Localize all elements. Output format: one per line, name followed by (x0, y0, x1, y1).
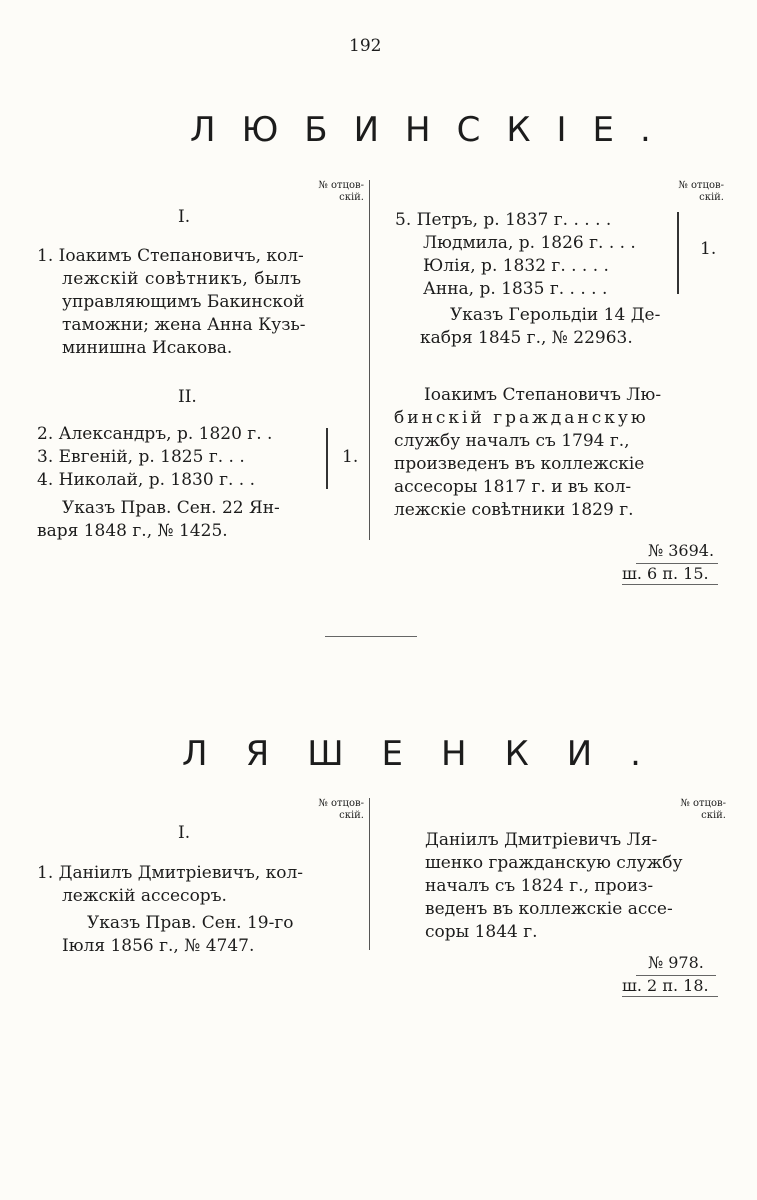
children-ref-right: 1. (700, 239, 717, 259)
family-title: ЛЮБИНСКІЕ. (190, 110, 677, 150)
column-header-left: № отцов- скій. (318, 798, 364, 821)
child-entry: 2. Александръ, р. 1820 г. . (37, 424, 273, 444)
column-header-right: № отцов- скій. (678, 180, 724, 203)
record-number: № 3694. (648, 541, 715, 560)
decree-right: Указъ Герольдіи 14 Де- кабря 1845 г., № 22963. (420, 305, 661, 348)
child-entry: Анна, р. 1835 г. . . . . (423, 279, 608, 299)
divider-rule (622, 996, 718, 997)
children-list-right (395, 209, 636, 301)
column-divider (369, 180, 370, 540)
child-entry: Юлія, р. 1832 г. . . . . (423, 256, 609, 276)
section-separator (325, 636, 417, 637)
child-entry: 5. Петръ, р. 1837 г. . . . . (395, 210, 612, 230)
column-divider (369, 798, 370, 950)
decree-left: Указъ Прав. Сен. 19-го Іюля 1856 г., № 4747. (62, 913, 294, 956)
page-number: 192 (349, 36, 382, 56)
shelf-reference: ш. 2 п. 18. (622, 976, 709, 995)
generation-1-label: I. (178, 207, 191, 227)
child-entry: Людмила, р. 1826 г. . . . (423, 233, 636, 253)
biography-text: Іоакимъ Степановичъ Лю- бинскій гражданскую службу началъ съ 1794 г., произведенъ въ коллежскіе ассесоры 1817 г. и въ кол- лежскіе совѣтники 1829 г. (394, 385, 662, 520)
column-header-right: № отцов- скій. (680, 798, 726, 821)
entry-1: 1. Даніилъ Дмитріевичъ, кол- лежскій ассесоръ. (37, 863, 304, 906)
children-ref-left: 1. (342, 447, 359, 467)
generation-1-label: I. (178, 823, 191, 843)
bracket (326, 428, 328, 489)
column-header-left: № отцов- скій. (318, 180, 364, 203)
biography-text: Даніилъ Дмитріевичъ Ля- шенко гражданскую службу началъ съ 1824 г., произ- веденъ въ коллежскіе ассе- соры 1844 г. (425, 830, 683, 942)
bracket (677, 212, 679, 294)
shelf-reference: ш. 6 п. 15. (622, 564, 709, 583)
decree-left: Указъ Прав. Сен. 22 Ян- варя 1848 г., № 1425. (37, 498, 280, 541)
family-title: ЛЯШЕНКИ. (182, 734, 679, 774)
generation-2-label: II. (178, 387, 197, 407)
entry-1: 1. Іоакимъ Степановичъ, кол- лежскій совѣтникъ, былъ управляющимъ Бакинской таможни; жена Анна Кузь- минишна Исакова. (37, 246, 306, 358)
child-entry: 4. Николай, р. 1830 г. . . (37, 470, 255, 490)
divider-rule (622, 584, 718, 585)
child-entry: 3. Евгеній, р. 1825 г. . . (37, 447, 245, 467)
record-number: № 978. (648, 953, 704, 972)
children-list-left (37, 423, 272, 492)
